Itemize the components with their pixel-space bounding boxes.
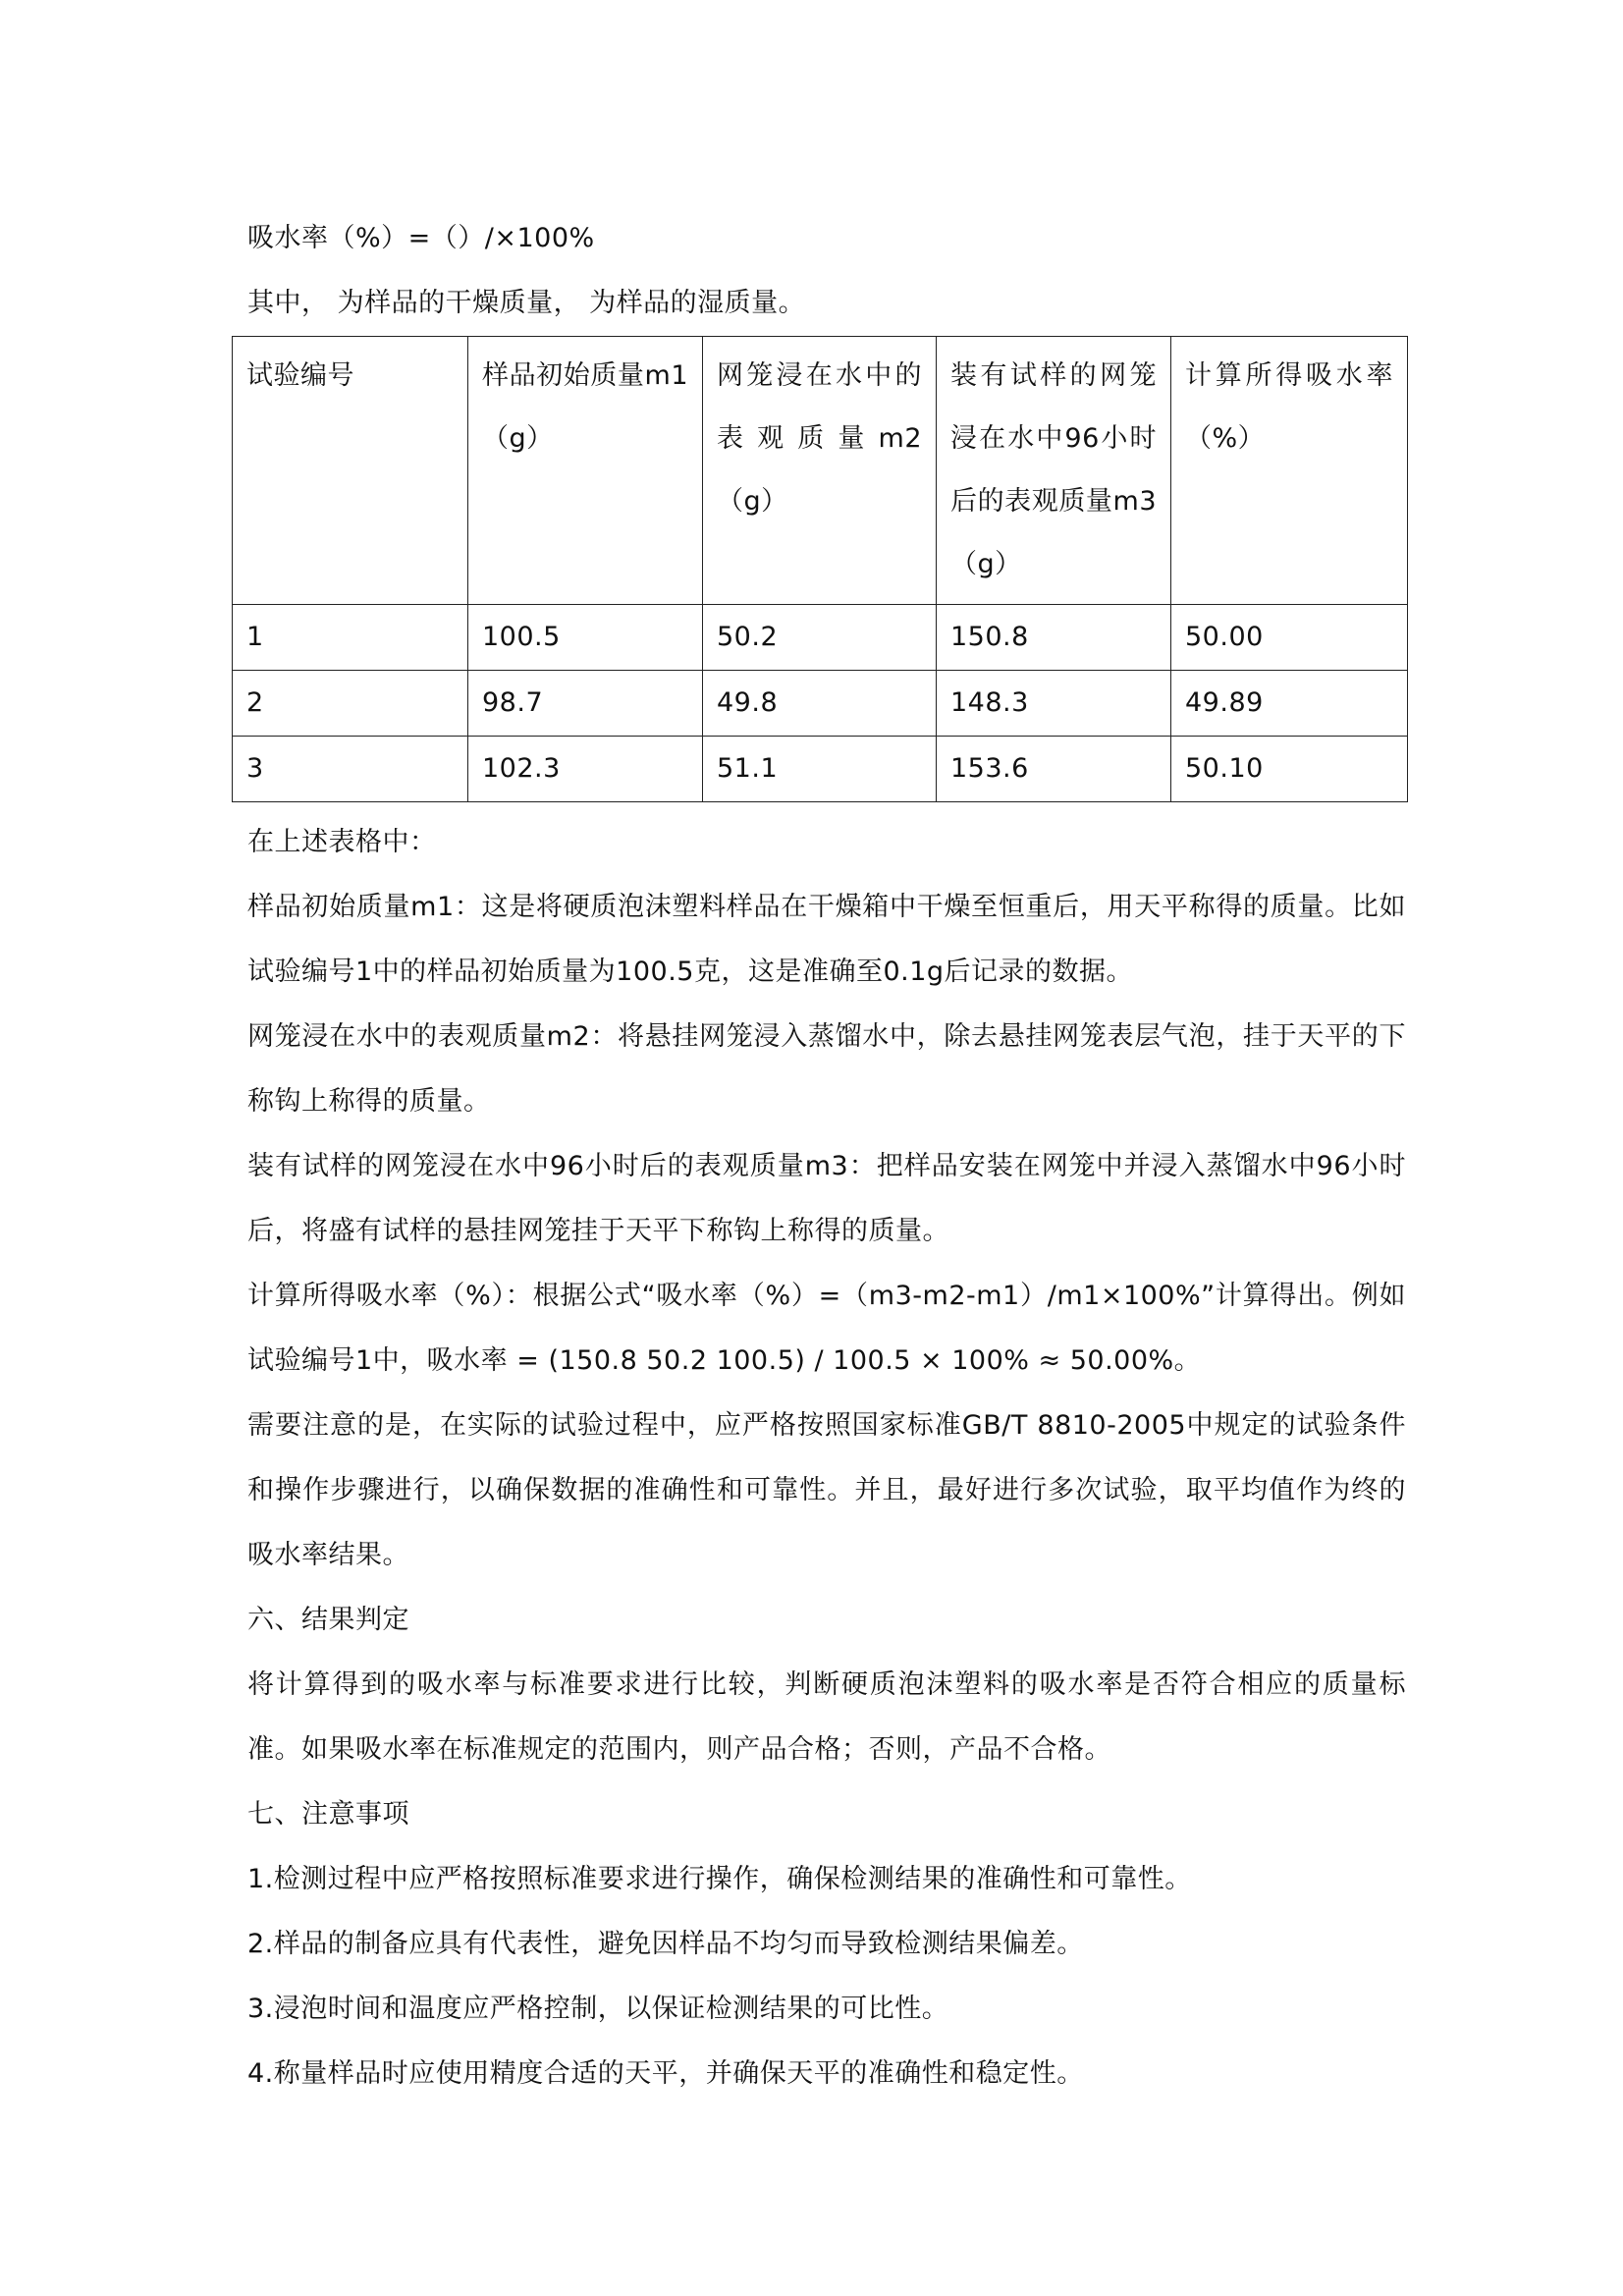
header-absorption-rate: 计算所得吸水率（%） [1171, 337, 1408, 605]
table-cell: 50.10 [1171, 737, 1408, 802]
table-cell: 100.5 [468, 605, 703, 671]
table-cell: 51.1 [703, 737, 937, 802]
table-cell: 3 [233, 737, 468, 802]
table-cell: 2 [233, 671, 468, 737]
table-cell: 150.8 [937, 605, 1171, 671]
paragraph: 在上述表格中： [247, 827, 437, 857]
table-cell: 50.2 [703, 605, 937, 671]
table-cell: 49.89 [1171, 671, 1408, 737]
table-cell: 49.8 [703, 671, 937, 737]
definition-line: 其中， 为样品的干燥质量， 为样品的湿质量。 [247, 288, 806, 318]
paragraph: 网笼浸在水中的表观质量m2：将悬挂网笼浸入蒸馏水中，除去悬挂网笼表层气泡，挂于天平的下称钩上称得的质量。 [247, 1021, 1406, 1117]
header-initial-mass: 样品初始质量m1（g） [468, 337, 703, 605]
table-cell: 98.7 [468, 671, 703, 737]
list-item: 2.样品的制备应具有代表性，避免因样品不均匀而导致检测结果偏差。 [247, 1929, 1084, 1959]
table-row [233, 737, 1408, 802]
table-cell: 50.00 [1171, 605, 1408, 671]
table-cell: 1 [233, 605, 468, 671]
header-test-number: 试验编号 [233, 337, 468, 605]
table-cell: 153.6 [937, 737, 1171, 802]
paragraph: 需要注意的是，在实际的试验过程中，应严格按照国家标准GB/T 8810-2005中规定的试验条件和操作步骤进行，以确保数据的准确性和可靠性。并且，最好进行多次试验，取平均值作为终的吸水率结果。 [247, 1410, 1406, 1570]
list-item: 3.浸泡时间和温度应严格控制，以保证检测结果的可比性。 [247, 1994, 949, 2024]
header-soaked-mass: 装有试样的网笼浸在水中96小时后的表观质量m3（g） [937, 337, 1171, 605]
paragraph: 计算所得吸水率（%）：根据公式“吸水率（%）=（m3-m2-m1）/m1×100%”计算得出。例如试验编号1中，吸水率 = (150.8 50.2 100.5) / 100.5 × 100% ≈ 50.00%。 [247, 1281, 1406, 1376]
table-row [233, 671, 1408, 737]
section-heading: 六、结果判定 [247, 1605, 409, 1635]
table-row [233, 605, 1408, 671]
list-item: 4.称量样品时应使用精度合适的天平，并确保天平的准确性和稳定性。 [247, 2058, 1084, 2089]
document-content [247, 206, 1406, 2106]
body-text [247, 810, 1406, 2106]
formula-line: 吸水率（%）=（）/×100% [247, 223, 595, 253]
paragraph: 样品初始质量m1：这是将硬质泡沫塑料样品在干燥箱中干燥至恒重后，用天平称得的质量。比如试验编号1中的样品初始质量为100.5克，这是准确至0.1g后记录的数据。 [247, 892, 1406, 987]
list-item: 1.检测过程中应严格按照标准要求进行操作，确保检测结果的准确性和可靠性。 [247, 1864, 1192, 1894]
header-cage-mass: 网笼浸在水中的表观质量m2（g） [703, 337, 937, 605]
paragraph: 装有试样的网笼浸在水中96小时后的表观质量m3：把样品安装在网笼中并浸入蒸馏水中96小时后，将盛有试样的悬挂网笼挂于天平下称钩上称得的质量。 [247, 1151, 1406, 1246]
section-heading: 七、注意事项 [247, 1799, 409, 1830]
paragraph: 将计算得到的吸水率与标准要求进行比较，判断硬质泡沫塑料的吸水率是否符合相应的质量标准。如果吸水率在标准规定的范围内，则产品合格；否则，产品不合格。 [247, 1669, 1406, 1765]
table-cell: 102.3 [468, 737, 703, 802]
table-cell: 148.3 [937, 671, 1171, 737]
table-header-row [233, 337, 1408, 605]
results-table [232, 336, 1408, 802]
